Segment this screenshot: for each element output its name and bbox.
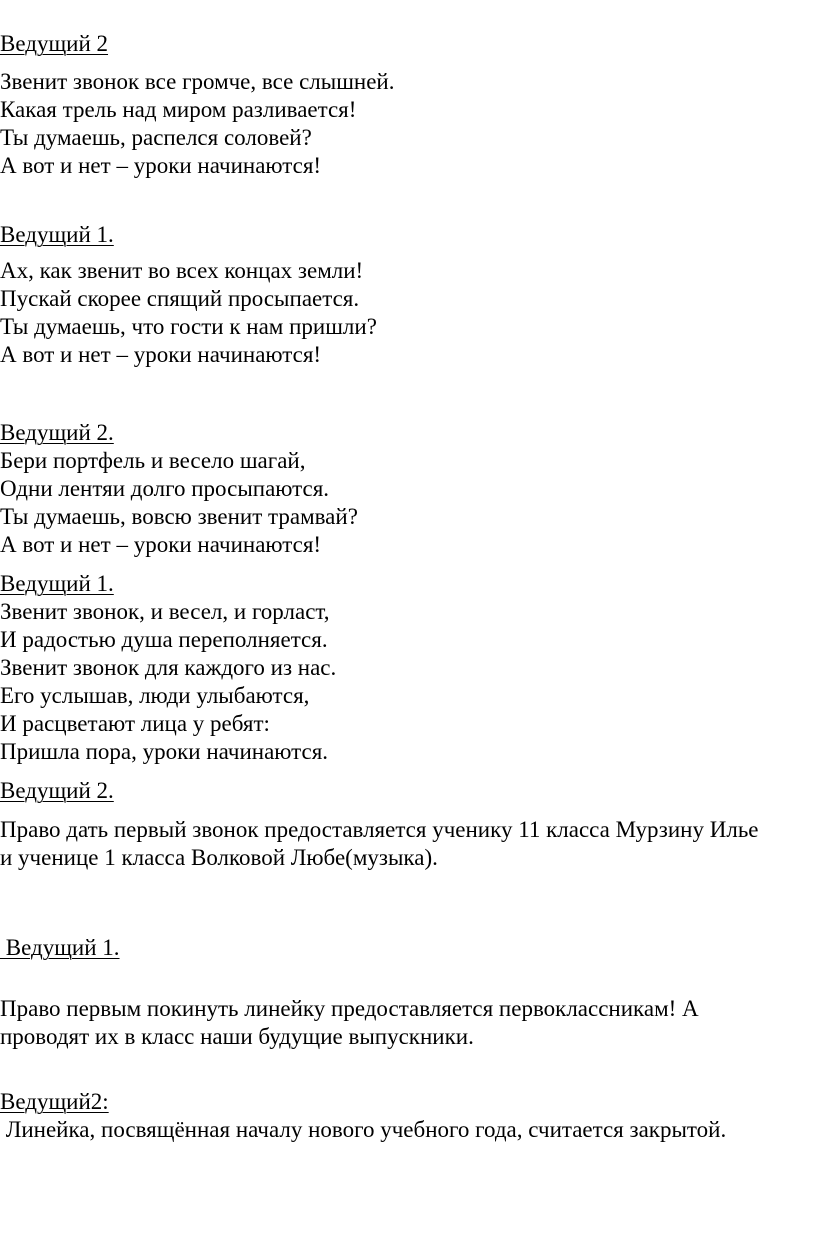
- verse-line: Пускай скорее спящий просыпается.: [0, 286, 360, 311]
- section-7: [0, 1088, 816, 1144]
- verse-line: Звенит звонок для каждого из нас.: [0, 655, 337, 680]
- section-3: [0, 419, 816, 559]
- verse-line: Ты думаешь, распелся соловей?: [0, 125, 312, 150]
- speaker-heading: Ведущий2:: [0, 1089, 109, 1114]
- section-1-verse: [0, 68, 816, 180]
- section-1: [0, 30, 816, 58]
- section-2-verse: [0, 257, 816, 369]
- verse-line: И радостью душа переполняется.: [0, 627, 328, 652]
- paragraph-line: Право дать первый звонок предоставляется ученику 11 класса Мурзину Илье: [0, 817, 759, 842]
- verse-line: Ты думаешь, вовсю звенит трамвай?: [0, 504, 358, 529]
- section-2: [0, 221, 816, 249]
- verse-line: Его услышав, люди улыбаются,: [0, 683, 310, 708]
- verse-line: А вот и нет – уроки начинаются!: [0, 532, 322, 557]
- paragraph-line: проводят их в класс наши будущие выпускники.: [0, 1024, 474, 1049]
- paragraph-line: Линейка, посвящённая началу нового учебного года, считается закрытой.: [0, 1117, 727, 1142]
- speaker-heading: Ведущий 2.: [0, 778, 114, 803]
- verse-line: Звенит звонок, и весел, и горласт,: [0, 599, 330, 624]
- speaker-heading: Ведущий 1.: [0, 222, 114, 247]
- speaker-heading: Ведущий 1.: [0, 571, 114, 596]
- verse-line: А вот и нет – уроки начинаются!: [0, 153, 322, 178]
- verse-line: Пришла пора, уроки начинаются.: [0, 739, 329, 764]
- verse-line: Звенит звонок все громче, все слышней.: [0, 69, 395, 94]
- section-5-text: [0, 816, 816, 872]
- speaker-heading: Ведущий 1.: [0, 935, 120, 960]
- section-6-text: [0, 995, 816, 1051]
- section-5: [0, 777, 816, 805]
- verse-line: Бери портфель и весело шагай,: [0, 448, 306, 473]
- verse-line: Ты думаешь, что гости к нам пришли?: [0, 314, 377, 339]
- verse-line: Ах, как звенит во всех концах земли!: [0, 258, 364, 283]
- section-6: [0, 934, 816, 962]
- speaker-heading: Ведущий 2.: [0, 420, 114, 445]
- section-4: [0, 570, 816, 766]
- verse-line: И расцветают лица у ребят:: [0, 711, 270, 736]
- verse-line: Какая трель над миром разливается!: [0, 97, 357, 122]
- verse-line: Одни лентяи долго просыпаются.: [0, 476, 330, 501]
- speaker-heading: Ведущий 2: [0, 31, 109, 56]
- paragraph-line: Право первым покинуть линейку предоставляется первоклассникам! А: [0, 996, 699, 1021]
- verse-line: А вот и нет – уроки начинаются!: [0, 342, 322, 367]
- paragraph-line: и ученице 1 класса Волковой Любе(музыка).: [0, 845, 438, 870]
